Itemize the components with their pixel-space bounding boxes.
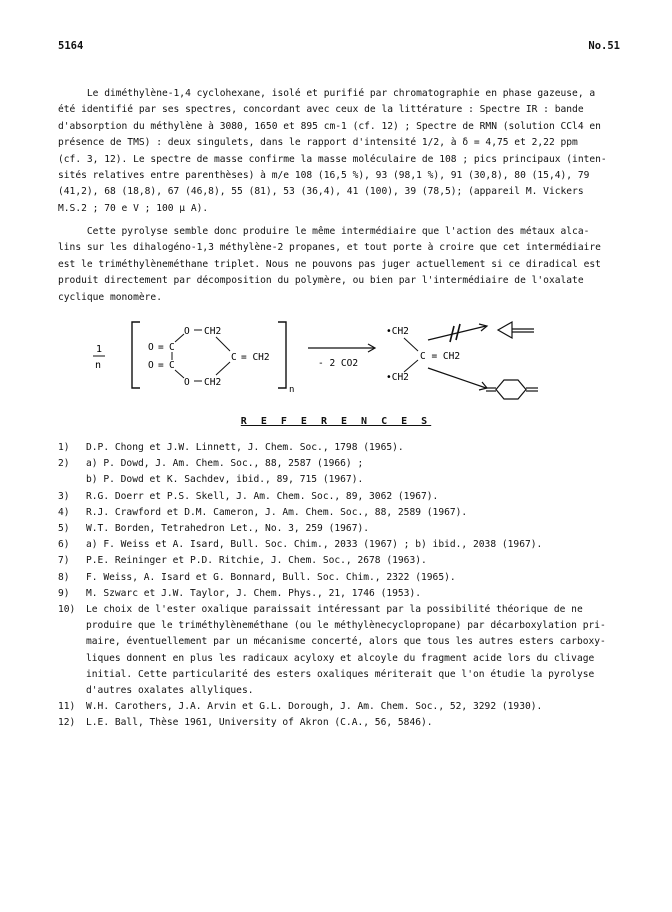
reference-text: a) P. Dowd, J. Am. Chem. Soc., 88, 2587 (1966) ; <box>86 458 364 470</box>
central-carbon: C <box>231 352 237 363</box>
reference-number: 9) <box>58 587 70 599</box>
reference-text: d'autres oxalates allyliques. <box>86 685 254 697</box>
bond <box>404 338 418 351</box>
reference-number: 12) <box>58 717 76 729</box>
radical-methylene-top: •CH2 <box>386 326 409 337</box>
ester-oxygen-top: O <box>184 326 190 337</box>
reference-number: 10) <box>58 604 76 616</box>
product-arrow <box>428 368 486 388</box>
cyclohexane-ring <box>496 380 526 399</box>
carbon-top: C <box>169 342 175 353</box>
text-line: lins sur les dihalogéno-1,3 méthylène-2 propanes, et tout porte à croire que cet intermédiaire <box>58 242 601 254</box>
reference-number: 5) <box>58 523 70 535</box>
text-line: Le diméthylène-1,4 cyclohexane, isolé et purifié par chromatographie en phase gazeuse, a <box>58 88 596 99</box>
text-line: cyclique monomère. <box>58 291 162 303</box>
text-line: produit directement par décomposition du polymère, ou bien par l'intermédiaire de l'oxalate <box>58 275 584 287</box>
reference-text: maire, éventuellement par un mécanisme concerté, alors que tous les autres esters carboxy- <box>86 636 606 648</box>
methylene-bottom: CH2 <box>204 377 222 388</box>
ester-oxygen-bottom: O <box>184 377 190 388</box>
reference-text: R.G. Doerr et P.S. Skell, J. Am. Chem. Soc., 89, 3062 (1967). <box>86 490 439 502</box>
reference-text: a) F. Weiss et A. Isard, Bull. Soc. Chim., 2033 (1967) ; b) ibid., 2038 (1967). <box>86 539 543 551</box>
reference-number: 3) <box>58 490 70 502</box>
reference-text: W.T. Borden, Tetrahedron Let., No. 3, 259 (1967). <box>86 523 370 535</box>
text-line: sités relatives entre parenthèses) à m/e 108 (16,5 %), 93 (98,1 %), 91 (30,8), 80 (15,4), 79 <box>58 170 590 182</box>
references-title-text: R E F E R E N C E S <box>240 416 432 427</box>
bond <box>216 362 230 375</box>
left-bracket <box>132 322 140 388</box>
tmm-center: C = CH2 <box>420 351 461 362</box>
reference-item <box>58 521 630 537</box>
reference-number: 6) <box>58 539 70 551</box>
reference-text: R.J. Crawford et D.M. Cameron, J. Am. Chem. Soc., 88, 2589 (1967). <box>86 506 468 518</box>
text-line: est le triméthylèneméthane triplet. Nous ne pouvons pas juger actuellement si ce diradical est <box>58 258 601 270</box>
reference-text: L.E. Ball, Thèse 1961, University of Akron (C.A., 56, 5846). <box>86 717 433 729</box>
reference-item <box>58 440 630 456</box>
carbon-bottom: C <box>169 360 175 371</box>
reference-item <box>58 505 630 521</box>
reaction-scheme <box>88 318 608 404</box>
reference-text: b) P. Dowd et K. Sachdev, ibid., 89, 715 (1967). <box>86 474 364 486</box>
text-line: présence de TMS) : deux singulets, dans le rapport d'intensité 1/2, à δ = 4,75 et 2,22 ppm <box>58 137 578 149</box>
carbonyl-oxygen-bottom: O <box>148 360 154 371</box>
paragraph-identification <box>58 86 618 217</box>
reference-item <box>58 537 630 553</box>
reference-item <box>58 570 630 586</box>
radical-methylene-bottom: •CH2 <box>386 372 409 383</box>
exo-methylene: = CH2 <box>241 352 270 363</box>
bond <box>175 334 184 342</box>
text-line: été identifié par ses spectres, concordant avec ceux de la littérature : Spectre IR : bande <box>58 104 584 116</box>
reference-number: 7) <box>58 555 70 567</box>
references-heading <box>0 416 672 427</box>
reference-text: F. Weiss, A. Isard et G. Bonnard, Bull. Soc. Chim., 2322 (1965). <box>86 571 456 583</box>
reference-text: P.E. Reininger et P.D. Ritchie, J. Chem. Soc., 2678 (1963). <box>86 555 427 567</box>
reference-text: W.H. Carothers, J.A. Arvin et G.L. Dorough, J. Am. Chem. Soc., 52, 3292 (1930). <box>86 701 543 713</box>
reference-text: Le choix de l'ester oxalique paraissait intéressant par la possibilité théorique de ne <box>86 604 583 616</box>
reference-number: 11) <box>58 701 76 713</box>
text-line: (cf. 3, 12). Le spectre de masse confirme la masse moléculaire de 108 ; pics principaux (inten- <box>58 153 607 165</box>
text-line: d'absorption du méthylène à 3080, 1650 et 895 cm-1 (cf. 12) ; Spectre de RMN (solution CCl4 en <box>58 120 601 132</box>
reference-text: M. Szwarc et J.W. Taylor, J. Chem. Phys., 21, 1746 (1953). <box>86 587 422 599</box>
bond <box>175 370 184 378</box>
reference-item <box>58 456 630 488</box>
carbonyl-oxygen-top: O <box>148 342 154 353</box>
references-list <box>58 440 630 732</box>
arrow-label: - 2 CO2 <box>318 358 359 369</box>
reference-text: liques donnent en plus les radicaux acyloxy et alcoyle du fragment acide lors du clivage <box>86 652 595 664</box>
reference-item <box>58 602 630 699</box>
reference-text: initial. Cette particularité des esters oxaliques mériterait que l'on étudie la pyrolyse <box>86 668 595 680</box>
issue-number: No.51 <box>588 40 620 52</box>
text-line: (41,2), 68 (18,8), 67 (46,8), 55 (81), 53 (36,4), 41 (100), 39 (78,5); (appareil M. Vickers <box>58 186 584 198</box>
fraction-numerator: 1 <box>96 344 103 355</box>
reference-item <box>58 553 630 569</box>
paragraph-discussion <box>58 224 618 306</box>
text-line: M.S.2 ; 70 e V ; 100 μ A). <box>58 202 209 214</box>
methylene-top: CH2 <box>204 326 222 337</box>
reference-number: 8) <box>58 571 70 583</box>
reference-item <box>58 699 630 715</box>
polymer-subscript: n <box>289 385 295 395</box>
bond <box>216 337 230 351</box>
bond <box>404 360 418 372</box>
methylenecyclopropane-ring <box>498 322 512 338</box>
reference-text: produire que le triméthylèneméthane (ou le méthylènecyclopropane) par décarboxylation pri- <box>86 620 606 632</box>
reference-item <box>58 715 630 731</box>
text-line: Cette pyrolyse semble donc produire le même intermédiaire que l'action des métaux alca- <box>58 226 590 237</box>
double-bond-top: = <box>158 342 164 353</box>
reference-number: 1) <box>58 442 70 453</box>
reference-text: D.P. Chong et J.W. Linnett, J. Chem. Soc., 1798 (1965). <box>86 442 404 453</box>
reference-number: 2) <box>58 458 70 470</box>
reference-item <box>58 489 630 505</box>
reference-number: 4) <box>58 506 70 518</box>
reference-item <box>58 586 630 602</box>
fraction-denominator: n <box>95 360 102 371</box>
double-bond-bottom: = <box>158 360 164 371</box>
right-bracket <box>278 322 286 388</box>
page-number: 5164 <box>58 40 84 52</box>
